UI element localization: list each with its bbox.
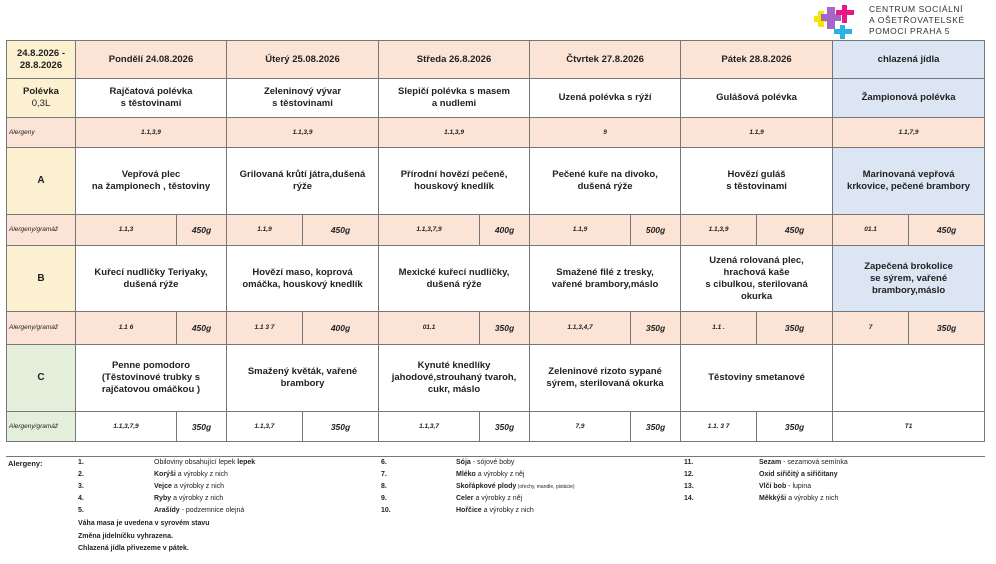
day-header: Čtvrtek 27.8.2026 <box>530 41 681 79</box>
legend-num: 1. <box>78 459 84 466</box>
meal-item <box>379 148 530 215</box>
soup-label <box>7 79 76 118</box>
legend-num: 10. <box>381 507 391 514</box>
allergen-value: 7 <box>833 312 909 345</box>
dish-line: okurka <box>740 290 773 302</box>
allergen-value: 1.1,9 <box>681 118 833 148</box>
dish-line: Hovězí guláš <box>727 169 786 180</box>
legend-item <box>456 459 514 466</box>
allergen-value: 1.1,3,4,7 <box>530 312 631 345</box>
legend-num: 12. <box>684 471 694 478</box>
legend-note: Váha masa je uvedena v syrovém stavu <box>78 520 210 527</box>
legend-name: Vlčí bob <box>759 483 787 490</box>
legend-name: Skořápkové plody <box>456 483 517 490</box>
allergen-value: 1.1 . <box>681 312 757 345</box>
grammage-value: 450g <box>757 215 833 246</box>
dish-line: Smažené filé z tresky, <box>556 266 654 278</box>
legend-name: Celer <box>456 495 474 502</box>
legend-num: 2. <box>78 471 84 478</box>
legend-desc: - lupina <box>786 483 812 490</box>
day-header: Pátek 28.8.2026 <box>681 41 833 79</box>
meal-row-a <box>7 148 985 215</box>
legend-item: Obiloviny obsahující lepek lepek <box>154 459 256 466</box>
dish-line: sýrem, sterilovaná okurka <box>546 378 664 389</box>
soup-label-line: Polévka <box>23 86 59 97</box>
dish-line: Marinovaná vepřová <box>862 169 955 180</box>
dish-line: Kuřecí nudličky Teriyaky, <box>94 266 208 278</box>
dish-line: Žampionová polévka <box>861 92 956 103</box>
dish-line: s těstovinami <box>726 181 787 192</box>
dish-line: cukr, máslo <box>427 384 481 395</box>
allergen-value: 1.1,3 <box>76 215 177 246</box>
allergen-value: 1.1,3,9 <box>681 215 757 246</box>
allergen-row-label: Alergeny/gramáž <box>7 312 76 345</box>
dish-line: dušená rýže <box>123 278 179 290</box>
legend-name: Korýši <box>154 471 176 478</box>
legend-num: 8. <box>381 483 387 490</box>
legend-num: 4. <box>78 495 84 502</box>
legend-name: Oxid siřičitý a siřičitany <box>759 471 838 478</box>
dish-line: Zeleninový vývar <box>263 86 342 97</box>
legend-name: Vejce <box>154 483 172 490</box>
allergen-row-label: Alergeny/gramáž <box>7 215 76 246</box>
allergen-row-label: Alergeny/gramáž <box>7 412 76 442</box>
legend-name: Sója <box>456 459 471 466</box>
allergen-value: 1.1,9 <box>530 215 631 246</box>
allergen-value: 1.1,7,9 <box>833 118 985 148</box>
meal-item <box>76 148 227 215</box>
allergen-value: 01.1 <box>379 312 480 345</box>
grammage-value: 350g <box>909 312 985 345</box>
legend-item <box>759 483 811 490</box>
grammage-value: 500g <box>631 215 681 246</box>
allergen-value: 1.1,3,7,9 <box>379 215 480 246</box>
dish-line: jahodové,strouhaný tvaroh, <box>391 372 517 383</box>
meal-item <box>379 246 530 312</box>
allergen-value: 1.1,3,9 <box>379 118 530 148</box>
meal-label: B <box>7 246 76 312</box>
legend-desc: a výrobky z nich <box>175 471 228 478</box>
dish-line: rýže <box>293 181 313 192</box>
allergen-value: T1 <box>833 412 985 442</box>
grammage-value: 350g <box>480 312 530 345</box>
dish-line: Přírodní hovězí pečeně, <box>400 169 508 180</box>
grammage-value: 450g <box>909 215 985 246</box>
header-row <box>7 41 985 79</box>
dish-line: Pečené kuře na divoko, <box>552 169 658 180</box>
dish-line: rajčatovou omáčkou ) <box>101 384 201 395</box>
allergen-value: 1.1 3 7 <box>227 312 303 345</box>
csop-logo <box>812 4 992 40</box>
allergen-value: 7,9 <box>530 412 631 442</box>
legend-num: 7. <box>381 471 387 478</box>
logo-line: A OŠETŘOVATELSKÉ <box>869 15 965 25</box>
legend-name: Sezam <box>759 459 782 466</box>
legend-desc: a výrobky z něj <box>473 495 523 502</box>
legend-desc: a výrobky z nich <box>481 507 534 514</box>
meal-item <box>227 148 379 215</box>
allergen-value: 1.1,3,7 <box>379 412 480 442</box>
legend-desc: (ořechy, mandle, pistácie) <box>516 484 575 490</box>
legend-name: Mléko <box>456 471 476 478</box>
legend-item <box>456 471 524 478</box>
allergen-value: 1.1,9 <box>227 215 303 246</box>
dish-line: Zeleninové rizoto sypané <box>548 366 662 377</box>
soup-item <box>530 79 681 118</box>
meal-allergen-row-c <box>7 412 985 442</box>
meal-allergen-row-b <box>7 312 985 345</box>
grammage-value: 450g <box>177 215 227 246</box>
dish-line: dušená rýže <box>426 278 482 290</box>
dish-line: houskový knedlík <box>414 181 494 192</box>
dish-line: (Těstovinové trubky s <box>101 372 201 383</box>
day-header: Úterý 25.08.2026 <box>227 41 379 79</box>
grammage-value: 350g <box>480 412 530 442</box>
legend-item <box>154 471 228 478</box>
grammage-value: 400g <box>480 215 530 246</box>
dish-line: brambory <box>280 378 325 389</box>
grammage-value: 350g <box>177 412 227 442</box>
soup-row <box>7 79 985 118</box>
meal-item <box>76 246 227 312</box>
legend-desc: a výrobky z nich <box>171 483 225 490</box>
allergen-value: 1.1,3,9 <box>227 118 379 148</box>
dish-line: se sýrem, vařené <box>870 272 948 284</box>
grammage-value: 350g <box>303 412 379 442</box>
logo-line: POMOCI PRAHA 5 <box>869 26 951 36</box>
dish-line: Vepřová plec <box>121 169 181 180</box>
legend-item <box>759 471 838 478</box>
meal-row-c <box>7 345 985 412</box>
allergen-legend <box>6 456 985 556</box>
dish-line: Slepičí polévka s masem <box>398 86 510 97</box>
dish-line: Uzená rolovaná plec, <box>709 254 804 266</box>
dish-line: s cibulkou, sterilovaná <box>705 278 808 290</box>
legend-item <box>759 459 848 466</box>
meal-item <box>530 345 681 412</box>
meal-item <box>227 345 379 412</box>
date-range-start: 24.8.2026 - <box>16 47 66 59</box>
grammage-value: 350g <box>631 312 681 345</box>
legend-num: 5. <box>78 507 84 514</box>
legend-name: Ryby <box>154 495 172 502</box>
legend-item <box>759 495 838 502</box>
legend-label: Alergeny: <box>8 459 43 468</box>
allergen-value: 1.1,3,9 <box>76 118 227 148</box>
soup-allergen-row <box>7 118 985 148</box>
meal-item <box>227 246 379 312</box>
dish-line: Smažený květák, vařené <box>247 366 358 377</box>
soup-item <box>76 79 227 118</box>
meal-item <box>833 345 985 412</box>
legend-desc: - sójové boby <box>470 459 515 466</box>
meal-item <box>681 345 833 412</box>
dish-line: a nudlemi <box>431 98 477 109</box>
grammage-value: 450g <box>303 215 379 246</box>
dish-line: na žampionech , těstoviny <box>91 181 211 192</box>
allergen-row-label: Alergeny <box>7 118 76 148</box>
meal-item <box>833 246 985 312</box>
dish-line: Mexické kuřecí nudličky, <box>398 266 510 278</box>
legend-item <box>154 483 224 490</box>
meal-item <box>530 148 681 215</box>
dish-line: Rajčatová polévka <box>109 86 193 97</box>
legend-name: Hořčice <box>456 507 482 514</box>
dish-line: Penne pomodoro <box>111 360 191 371</box>
legend-num: 3. <box>78 483 84 490</box>
dish-line: omáčka, houskový knedlík <box>242 278 363 290</box>
legend-num: 14. <box>684 495 694 502</box>
legend-note: Změna jídelníčku vyhrazena. <box>78 533 173 540</box>
logo-text <box>869 4 965 37</box>
legend-name: Měkkýši <box>759 495 787 502</box>
soup-item <box>833 79 985 118</box>
soup-item <box>379 79 530 118</box>
dish-line: brambory,máslo <box>871 284 946 296</box>
meal-item <box>681 246 833 312</box>
allergen-value: 1.1 6 <box>76 312 177 345</box>
legend-note: Chlazená jídla přivezeme v pátek. <box>78 545 189 552</box>
logo-line: CENTRUM SOCIÁLNÍ <box>869 4 964 14</box>
dish-line: Gulášová polévka <box>716 92 797 103</box>
dish-line: hrachová kaše <box>723 266 790 278</box>
legend-item <box>456 495 522 502</box>
dish-line: Uzená polévka s rýží <box>558 92 652 103</box>
meal-item <box>379 345 530 412</box>
meal-item <box>76 345 227 412</box>
meal-item <box>530 246 681 312</box>
legend-item <box>456 507 534 514</box>
legend-item <box>456 483 575 490</box>
day-header: Středa 26.8.2026 <box>379 41 530 79</box>
legend-desc: Obiloviny obsahující lepek <box>154 459 236 466</box>
date-range-end: 28.8.2026 <box>19 59 63 71</box>
legend-desc: - sezamová semínka <box>781 459 848 466</box>
allergen-value: 1.1. 3 7 <box>681 412 757 442</box>
grammage-value: 350g <box>757 312 833 345</box>
legend-num: 6. <box>381 459 387 466</box>
legend-name: Arašídy <box>154 507 180 514</box>
dish-line: Grilovaná krůtí játra,dušená <box>239 169 366 180</box>
legend-desc: - podzemnice olejná <box>179 507 245 514</box>
day-header: Pondělí 24.08.2026 <box>76 41 227 79</box>
soup-label-line: 0,3L <box>31 98 51 109</box>
grammage-value: 450g <box>177 312 227 345</box>
meal-row-b <box>7 246 985 312</box>
allergen-value: 9 <box>530 118 681 148</box>
meal-item <box>833 148 985 215</box>
dish-line: Kynuté knedlíky <box>417 360 491 371</box>
grammage-value: 400g <box>303 312 379 345</box>
dish-line: s těstovinami <box>272 98 333 109</box>
soup-item <box>681 79 833 118</box>
legend-num: 11. <box>684 459 694 466</box>
meal-item <box>681 148 833 215</box>
dish-line: vařené brambory,máslo <box>551 278 659 290</box>
legend-desc: a výrobky z nich <box>171 495 224 502</box>
legend-item <box>154 507 244 514</box>
legend-num: 13. <box>684 483 694 490</box>
legend-num: 9. <box>381 495 387 502</box>
allergen-value: 01.1 <box>833 215 909 246</box>
dish-line: s těstovinami <box>120 98 182 109</box>
meal-label: A <box>7 148 76 215</box>
dish-line: krkovice, pečené brambory <box>847 181 971 192</box>
dish-line: Těstoviny smetanové <box>708 372 805 383</box>
day-header: chlazená jídla <box>833 41 985 79</box>
allergen-value: 1.1,3,7 <box>227 412 303 442</box>
allergen-value: 1.1,3,7,9 <box>76 412 177 442</box>
meal-allergen-row-a <box>7 215 985 246</box>
dish-line: Hovězí maso, koprová <box>252 266 353 278</box>
weekly-menu-table <box>6 40 985 442</box>
meal-label: C <box>7 345 76 412</box>
legend-item <box>154 495 223 502</box>
cross-logo-icon <box>812 4 860 40</box>
grammage-value: 350g <box>631 412 681 442</box>
dish-line: Zapečená brokolice <box>864 260 953 272</box>
legend-desc: a výrobky z něj <box>475 471 525 478</box>
date-range <box>7 41 76 79</box>
dish-line: dušená rýže <box>577 181 633 192</box>
soup-item <box>227 79 379 118</box>
legend-desc: a výrobky z nich <box>786 495 839 502</box>
grammage-value: 350g <box>757 412 833 442</box>
